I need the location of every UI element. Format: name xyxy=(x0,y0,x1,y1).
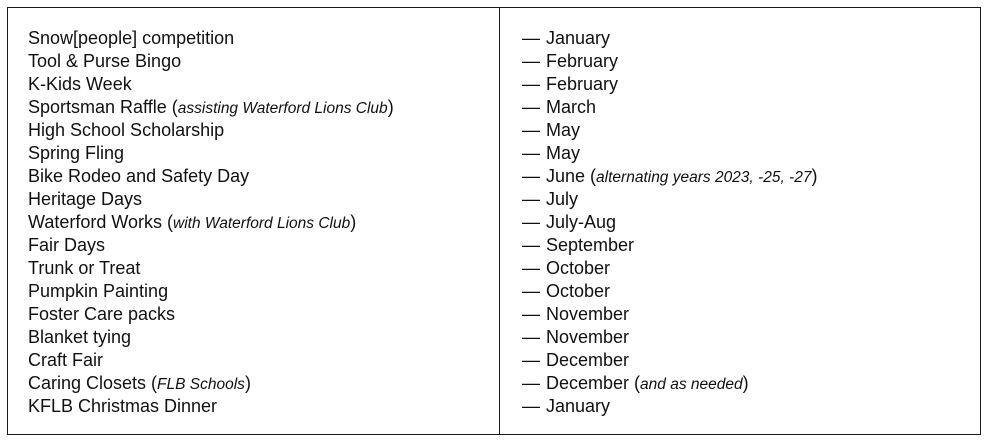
event-name-row xyxy=(28,326,394,349)
event-month-row xyxy=(522,303,817,326)
em-dash: — xyxy=(522,28,540,48)
em-dash: — xyxy=(522,327,540,347)
event-name-row xyxy=(28,73,394,96)
event-month: June xyxy=(546,166,586,186)
em-dash: — xyxy=(522,97,540,117)
event-month: January xyxy=(546,28,611,48)
event-month-row xyxy=(522,280,817,303)
event-name: Waterford Works xyxy=(28,212,163,232)
event-month: December xyxy=(546,350,630,370)
event-month: November xyxy=(546,327,630,347)
event-name: Foster Care packs xyxy=(28,304,176,324)
em-dash: — xyxy=(522,120,540,140)
event-month-row: — June (alternating years 2023, -25, -27) xyxy=(522,166,818,186)
event-month: May xyxy=(546,120,581,140)
event-month-row xyxy=(522,211,817,234)
event-month-column xyxy=(522,27,817,418)
em-dash: — xyxy=(522,212,540,232)
em-dash: — xyxy=(522,304,540,324)
event-name-column xyxy=(28,27,394,418)
event-month: October xyxy=(546,281,611,301)
em-dash: — xyxy=(522,281,540,301)
event-month: March xyxy=(546,97,597,117)
event-name: Bike Rodeo and Safety Day xyxy=(28,166,250,186)
event-month: October xyxy=(546,258,611,278)
event-name-row: Sportsman Raffle (assisting Waterford Lions Club) xyxy=(28,97,394,117)
event-name: Craft Fair xyxy=(28,350,104,370)
em-dash: — xyxy=(522,143,540,163)
event-name-row xyxy=(28,257,394,280)
em-dash: — xyxy=(522,396,540,416)
event-name: High School Scholarship xyxy=(28,120,225,140)
event-name-row xyxy=(28,395,394,418)
event-name-row xyxy=(28,234,394,257)
event-month: May xyxy=(546,143,581,163)
event-month: July xyxy=(546,189,579,209)
em-dash: — xyxy=(522,350,540,370)
event-month-row xyxy=(522,73,817,96)
event-name-row xyxy=(28,165,394,188)
em-dash: — xyxy=(522,189,540,209)
event-month: February xyxy=(546,51,619,71)
event-month: December xyxy=(546,373,630,393)
em-dash: — xyxy=(522,373,540,393)
em-dash: — xyxy=(522,166,540,186)
event-month-row xyxy=(522,96,817,119)
event-month: July-Aug xyxy=(546,212,617,232)
event-month: January xyxy=(546,396,611,416)
event-month-row xyxy=(522,188,817,211)
event-name: Sportsman Raffle xyxy=(28,97,167,117)
event-note: with Waterford Lions Club xyxy=(173,215,351,232)
event-month-row: — December (and as needed) xyxy=(522,373,749,393)
event-month-row xyxy=(522,142,817,165)
column-divider xyxy=(499,7,500,435)
event-month-row xyxy=(522,50,817,73)
event-name: Tool & Purse Bingo xyxy=(28,51,182,71)
event-month-row xyxy=(522,234,817,257)
event-month-row xyxy=(522,27,817,50)
event-name-row xyxy=(28,188,394,211)
event-name-row xyxy=(28,50,394,73)
event-name-row: Waterford Works (with Waterford Lions Club) xyxy=(28,212,357,232)
event-note: assisting Waterford Lions Club xyxy=(177,100,388,117)
event-name-row xyxy=(28,27,394,50)
event-name: K-Kids Week xyxy=(28,74,132,94)
event-name: Spring Fling xyxy=(28,143,125,163)
event-name: Pumpkin Painting xyxy=(28,281,169,301)
event-name: Blanket tying xyxy=(28,327,132,347)
event-name: Snow[people] competition xyxy=(28,28,235,48)
event-name: KFLB Christmas Dinner xyxy=(28,396,218,416)
event-name: Heritage Days xyxy=(28,189,143,209)
event-month: November xyxy=(546,304,630,324)
event-name-row xyxy=(28,280,394,303)
event-name-row xyxy=(28,303,394,326)
event-month-note: alternating years 2023, -25, -27 xyxy=(596,169,812,186)
em-dash: — xyxy=(522,51,540,71)
event-name: Trunk or Treat xyxy=(28,258,141,278)
event-month-row xyxy=(522,257,817,280)
em-dash: — xyxy=(522,74,540,94)
event-name-row xyxy=(28,142,394,165)
event-note: FLB Schools xyxy=(157,376,245,393)
event-month: September xyxy=(546,235,635,255)
event-name: Fair Days xyxy=(28,235,106,255)
event-name-row xyxy=(28,349,394,372)
em-dash: — xyxy=(522,258,540,278)
event-month-row xyxy=(522,395,817,418)
event-month: February xyxy=(546,74,619,94)
event-month-row xyxy=(522,326,817,349)
event-month-row xyxy=(522,349,817,372)
event-month-row xyxy=(522,119,817,142)
event-name-row: Caring Closets (FLB Schools) xyxy=(28,373,251,393)
event-month-note: and as needed xyxy=(640,376,743,393)
event-name-row xyxy=(28,119,394,142)
event-name: Caring Closets xyxy=(28,373,147,393)
em-dash: — xyxy=(522,235,540,255)
